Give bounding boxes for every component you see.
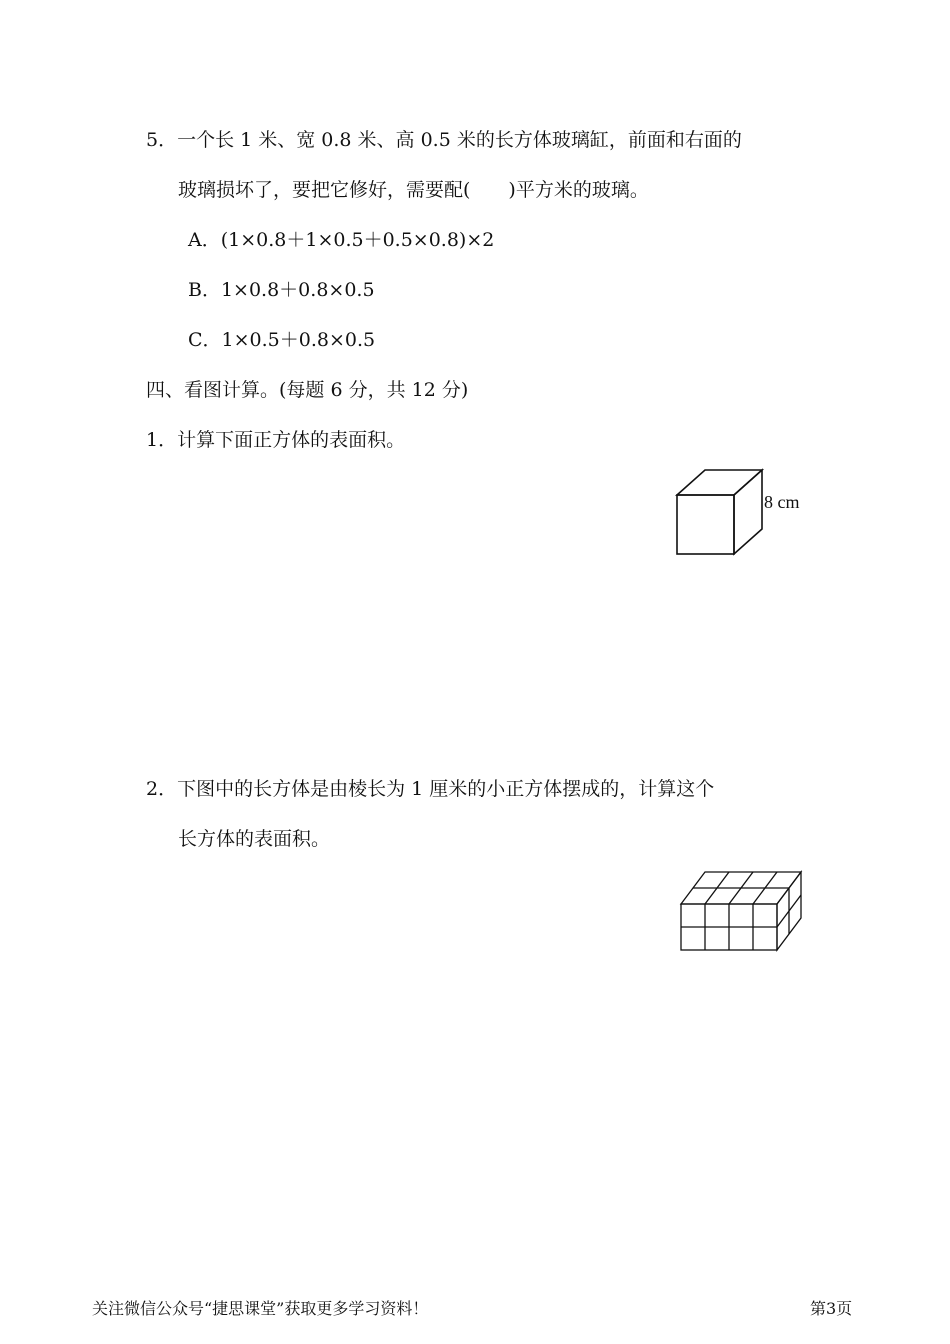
problem2-line1: 2．下图中的长方体是由棱长为 1 厘米的小正方体摆成的，计算这个 [146,778,715,800]
footer-notice: 关注微信公众号“捷思课堂”获取更多学习资料！ [92,1299,429,1318]
cube-figure [670,466,820,561]
q5-line1: 5．一个长 1 米、宽 0.8 米、高 0.5 米的长方体玻璃缸，前面和右面的 [146,129,742,151]
problem2-line2: 长方体的表面积。 [178,828,331,850]
cube-edge-label: 8 cm [764,492,800,512]
cuboid-figure [672,866,817,958]
page-number: 第3页 [810,1299,853,1318]
section-heading: 四、看图计算。(每题 6 分，共 12 分) [146,379,469,401]
cube-right-face [734,470,762,554]
cube-front-face [677,495,734,554]
q5-option-c: C．1×0.5＋0.8×0.5 [188,329,376,351]
q5-option-a: A．(1×0.8＋1×0.5＋0.5×0.8)×2 [188,229,495,251]
cube-top-face [677,470,762,495]
problem1-text: 1．计算下面正方体的表面积。 [146,429,406,451]
q5-line2: 玻璃损坏了，要把它修好，需要配( )平方米的玻璃。 [178,179,649,201]
q5-option-b: B．1×0.8＋0.8×0.5 [188,279,375,301]
